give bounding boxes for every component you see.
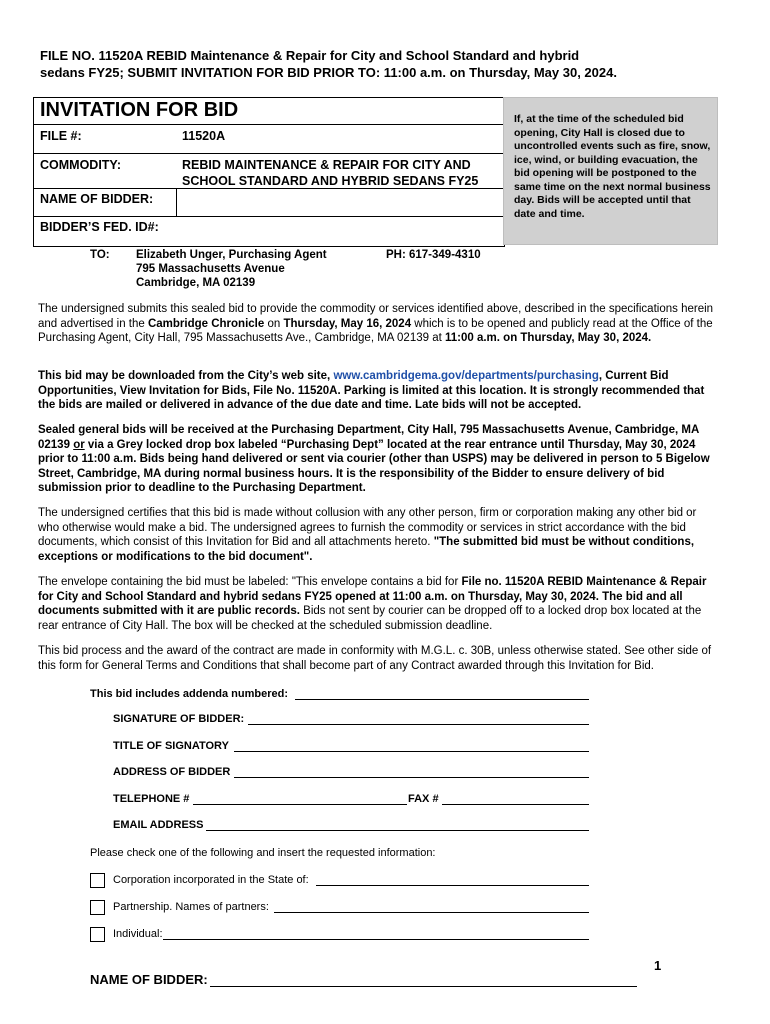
corporation-label: Corporation incorporated in the State of:: [113, 874, 309, 886]
corporation-checkbox[interactable]: [90, 873, 105, 888]
divider: [34, 216, 504, 217]
recipient-name: Elizabeth Unger, Purchasing Agent: [136, 249, 327, 261]
file-header-line-1: FILE NO. 11520A REBID Maintenance & Repair for City and School Standard and hybrid: [40, 48, 580, 63]
file-header-line-2: sedans FY25; SUBMIT INVITATION FOR BID PRIOR TO: 11:00 a.m. on Thursday, May 30, 2024.: [40, 65, 617, 80]
page-title: INVITATION FOR BID: [40, 99, 239, 121]
bottom-bidder-name-label: NAME OF BIDDER:: [90, 972, 208, 987]
paragraph-envelope: The envelope containing the bid must be labeled: "This envelope contains a bid for File no. 11520A REBID Maintenance & Repair for City and School Standard and hybrid sedans FY25 opened at 11:00 a.m. on Thursday, May 30, 2024. The bid and all documents submitted with it are public records. Bids not sent by courier can be dropped off to a locked drop box located at the rear entrance of City Hall. The box will be checked at the scheduled submission deadline.: [38, 576, 707, 632]
check-instruction: Please check one of the following and insert the requested information:: [90, 847, 436, 859]
title-of-signatory-label: TITLE OF SIGNATORY: [113, 740, 229, 752]
signature-field[interactable]: [248, 724, 589, 725]
recipient-phone: PH: 617-349-4310: [386, 249, 481, 261]
fax-field[interactable]: [442, 804, 589, 805]
paragraph-download: This bid may be downloaded from the City’s web site, www.cambridgema.gov/departments/purchasing, Current Bid Opportunities, View Invitation for Bids, File No. 11520A. Parking is limited at this location. It is strongly recommended that the bids are mailed or delivered in advance of the due date and time. Late bids will not be accepted.: [38, 370, 705, 411]
paragraph-conformity: This bid process and the award of the contract are made in conformity with M.G.L. c. 30B, unless otherwise stated. See other side of this form for General Terms and Conditions that shall become part of any Contract awarded through this Invitation for Bid.: [38, 645, 712, 672]
divider: [176, 188, 177, 216]
paragraph-certification: The undersigned certifies that this bid is made without collusion with any other person, firm or corporation making any other bid or who otherwise would make a bid. The undersigned agrees to furnish the commodity or services in strict accordance with the bid documents, which consist of this Invitation for Bid and all attachments hereto. "The submitted bid must be without conditions, exceptions or modifications to the bid document".: [38, 507, 697, 563]
divider: [34, 153, 504, 154]
addenda-field[interactable]: [295, 699, 589, 700]
partnership-label: Partnership. Names of partners:: [113, 901, 269, 913]
addenda-label: This bid includes addenda numbered:: [90, 688, 289, 700]
bidder-name-label: NAME OF BIDDER:: [40, 192, 154, 206]
title-of-signatory-field[interactable]: [234, 751, 589, 752]
telephone-field[interactable]: [193, 804, 407, 805]
telephone-label: TELEPHONE #: [113, 793, 190, 805]
purchasing-website-link[interactable]: www.cambridgema.gov/departments/purchasing: [333, 370, 599, 382]
to-label: TO:: [90, 249, 110, 261]
email-label: EMAIL ADDRESS: [113, 819, 204, 831]
bottom-bidder-name-field[interactable]: [210, 986, 637, 987]
signature-label: SIGNATURE OF BIDDER:: [113, 713, 245, 725]
paragraph-sealed-bid: The undersigned submits this sealed bid to provide the commodity or services identified above, described in the specifications herein and advertised in the Cambridge Chronicle on Thursday, May 16, 2024 which is to be opened and publicly read at the Office of the Purchasing Agent, City Hall, 795 Massachusetts Ave., Cambridge, MA 02139 at 11:00 a.m. on Thursday, May 30, 2024.: [38, 303, 714, 344]
closure-notice-text: If, at the time of the scheduled bid opening, City Hall is closed due to uncontrolled events such as fire, snow, ice, wind, or building evacuation, the bid opening will be postponed to the same time on the next normal business day. Bids will be accepted until that date and time.: [514, 113, 711, 220]
commodity-value-line-1: REBID MAINTENANCE & REPAIR FOR CITY AND: [182, 158, 471, 172]
email-field[interactable]: [206, 830, 589, 831]
page-number: 1: [654, 958, 662, 973]
file-number-value: 11520A: [182, 129, 226, 143]
divider: [34, 124, 504, 125]
individual-checkbox[interactable]: [90, 927, 105, 942]
individual-label: Individual:: [113, 928, 163, 940]
commodity-value-line-2: SCHOOL STANDARD AND HYBRID SEDANS FY25: [182, 174, 479, 188]
partners-field[interactable]: [274, 912, 589, 913]
commodity-label: COMMODITY:: [40, 158, 122, 172]
address-field[interactable]: [234, 777, 589, 778]
bidder-fed-id-label: BIDDER’S FED. ID#:: [40, 220, 159, 234]
recipient-street: 795 Massachusetts Avenue: [136, 263, 285, 275]
address-label: ADDRESS OF BIDDER: [113, 766, 231, 778]
corporation-state-field[interactable]: [316, 885, 589, 886]
closure-notice-box: [503, 97, 718, 245]
paragraph-delivery: Sealed general bids will be received at the Purchasing Department, City Hall, 795 Massachusetts Avenue, Cambridge, MA 02139 or via a Grey locked drop box labeled “Purchasing Dept” located at the rear entrance until Thursday, May 30, 2024 prior to 11:00 a.m. Bids being hand delivered or sent via courier (other than USPS) may be delivered in person to 5 Bigelow Street, Cambridge, MA during normal business hours. It is the responsibility of the Bidder to ensure delivery of bid submission prior to deadline to the Purchasing Department.: [38, 424, 710, 494]
fax-label: FAX #: [408, 793, 439, 805]
individual-field[interactable]: [163, 939, 589, 940]
partnership-checkbox[interactable]: [90, 900, 105, 915]
recipient-city: Cambridge, MA 02139: [136, 277, 256, 289]
file-number-label: FILE #:: [40, 129, 82, 143]
